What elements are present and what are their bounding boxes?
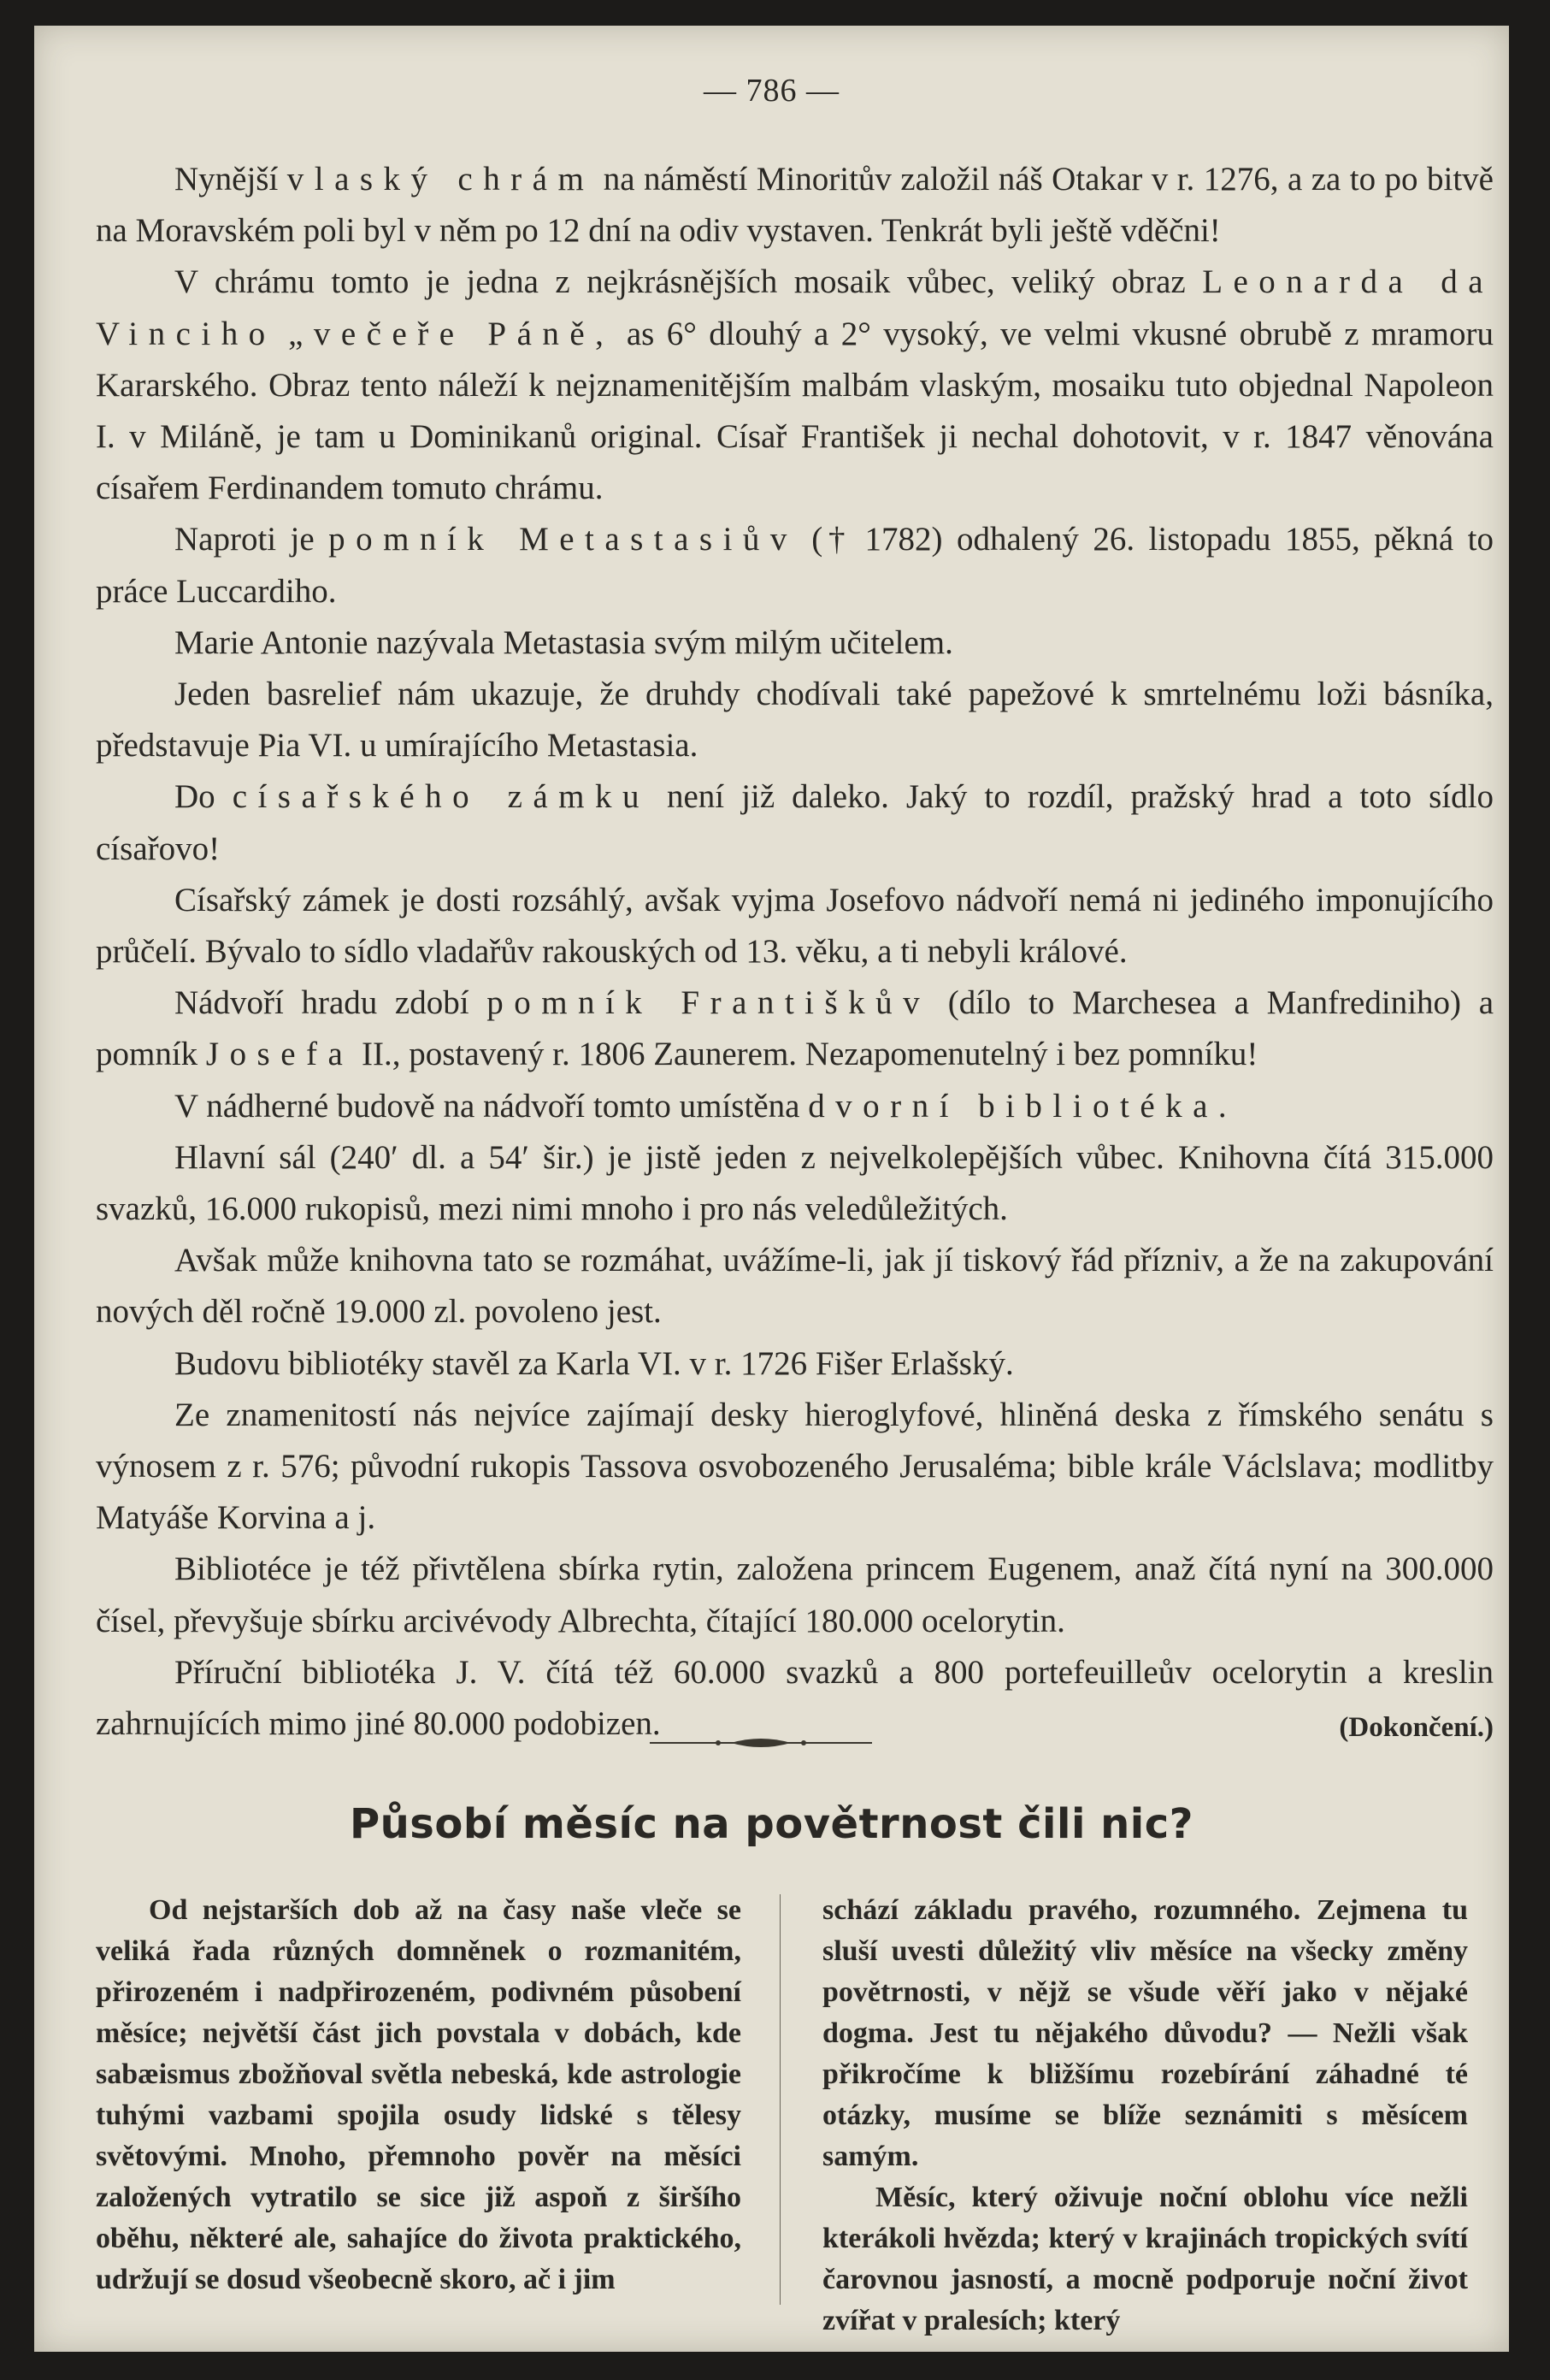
paragraph: Nynější vlaský chrám na náměstí Minoritův založil náš Otakar v r. 1276, a za to po bitvě na Moravském poli byl v něm po 12 dní na odiv vystaven. Tenkrát byli ještě vděčni! <box>96 161 1494 250</box>
ornamental-divider <box>650 1734 872 1751</box>
page-number: — 786 — <box>704 73 840 109</box>
article-continuation <box>96 154 1494 1753</box>
paragraph: Příruční bibliotéka J. V. čítá též 60.000 svazků a 800 portefeuilleův ocelorytin a kreslin zahrnujících mimo jiné 80.000 podobizen. (Dokončení.) <box>96 1647 1494 1750</box>
paragraph: Marie Antonie nazývala Metastasia svým milým učitelem. <box>174 623 953 661</box>
paragraph: V nádherné budově na nádvoří tomto umístěna dvorní bibliotéka. <box>174 1087 1238 1125</box>
paragraph: Od nejstarších dob až na časy naše vleče se veliká řada různých domněnek o rozmanitém, přirozeném i nadpřirozeném, podivném působení měsíce; největší část jich povstala v dobách, kde sabæismus zbožňoval světla nebeská, kde astrologie tuhými vazbami spojila osudy lidské s tělesy světovými. Mnoho, přemnoho pověr na měsíci založených vytratilo se sice již aspoň z širšího oběhu, některé ale, sahajíce do života praktického, udržují se dosud všeobecně skoro, ač i jim <box>96 1894 741 2295</box>
paragraph: Do císařského zámku není již daleko. Jaký to rozdíl, pražský hrad a toto sídlo císařovo! <box>96 778 1494 867</box>
left-column <box>96 1890 741 2300</box>
paragraph: Naproti je pomník Metastasiův († 1782) odhalený 26. listopadu 1855, pěkná to práce Luccardiho. <box>96 521 1494 610</box>
book-page <box>34 26 1509 2352</box>
paragraph: Císařský zámek je dosti rozsáhlý, avšak vyjma Josefovo nádvoří nemá ni jediného imponujícího průčelí. Bývalo to sídlo vladařův rakouských od 13. věku, a ti nebyli králové. <box>96 881 1494 971</box>
paragraph: Budovu bibliotéky stavěl za Karla VI. v r. 1726 Fišer Erlašský. <box>174 1344 1014 1382</box>
right-column <box>822 1890 1468 2342</box>
continuation-note: (Dokončení.) <box>1339 1712 1494 1744</box>
paragraph: Avšak může knihovna tato se rozmáhat, uvážíme-li, jak jí tiskový řád přízniv, a že na zakupování nových děl ročně 19.000 zl. povoleno jest. <box>96 1242 1494 1331</box>
paragraph: Měsíc, který oživuje noční oblohu více nežli kterákoli hvězda; který v krajinách tropických svítí čarovnou jasností, a mocně podporuje noční život zvířat v pralesích; který <box>822 2182 1468 2336</box>
paragraph: Ze znamenitostí nás nejvíce zajímají desky hieroglyfové, hliněná deska z římského senátu s výnosem z r. 576; původní rukopis Tassova osvobozeného Jerusaléma; bible krále Václslava; modlitby Matyáše Korvina a j. <box>96 1396 1494 1537</box>
paragraph: schází základu pravého, rozumného. Zejmena tu sluší uvesti důležitý vliv měsíce na všecky změny povětrnosti, v nějž se všude věří jako v nějaké dogma. Jest tu nějakého důvodu? — Nežli však přikročíme k bližšímu rozebírání záhadné té otázky, musíme se blíže seznámiti s měsícem samým. <box>822 1894 1468 2172</box>
paragraph: V chrámu tomto je jedna z nejkrásnějších mosaik vůbec, veliký obraz Leonarda da Vinciho „večeře Páně, as 6° dlouhý a 2° vysoký, ve velmi vkusné obrubě z mramoru Kararského. Obraz tento náleží k nejznamenitějším malbám vlaským, mosaiku tuto objednal Napoleon I. v Miláně, je tam u Dominikanů original. Císař František ji nechal dohotovit, v r. 1847 věnována císařem Ferdinandem tomuto chrámu. <box>96 263 1494 507</box>
paragraph: Bibliotéce je též přivtělena sbírka rytin, založena princem Eugenem, anaž čítá nyní na 300.000 čísel, převyšuje sbírku arcivévody Albrechta, čítající 180.000 ocelorytin. <box>96 1550 1494 1639</box>
paragraph: Jeden basrelief nám ukazuje, že druhdy chodívali také papežové k smrtelnému loži básníka, představuje Pia VI. u umírajícího Metastasia. <box>96 676 1494 765</box>
paragraph: Nádvoří hradu zdobí pomník Františkův (dílo to Marchesea a Manfrediniho) a pomník Josefa II., postavený r. 1806 Zaunerem. Nezapomenutelný i bez pomníku! <box>96 984 1494 1073</box>
column-divider <box>780 1894 781 2305</box>
paragraph: Hlavní sál (240′ dl. a 54′ šir.) je jistě jeden z nejvelkolepějších vůbec. Knihovna čítá 315.000 svazků, 16.000 rukopisů, mezi nimi mnoho i pro nás veledůležitých. <box>96 1138 1494 1228</box>
article-title: Působí měsíc na povětrnost čili nic? <box>349 1800 1194 1848</box>
